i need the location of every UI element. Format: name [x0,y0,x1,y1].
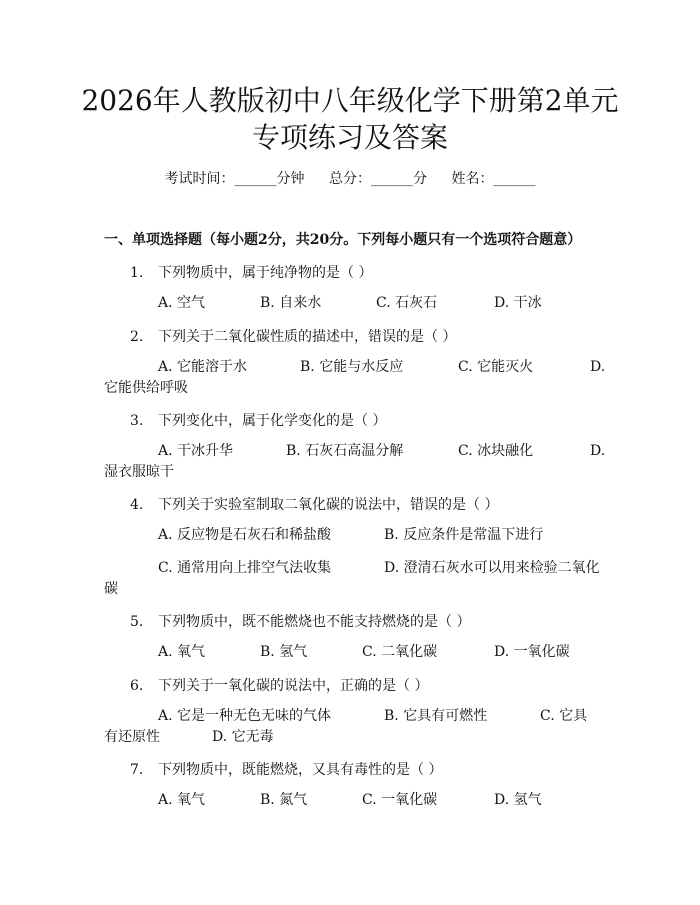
option-d: D. 干冰 [494,295,542,311]
question-number: 7. [130,762,144,778]
option-a: A. 它是一种无色无味的气体 [158,708,332,724]
question-3 [130,410,386,430]
option-a: A. 反应物是石灰石和稀盐酸 [158,527,332,543]
option-c: C. 它能灭火 [458,359,534,375]
option-b: B. 自来水 [260,295,322,311]
option-a: A. 氧气 [158,792,206,808]
question-stem: 下列关于二氧化碳性质的描述中，错误的是（ ） [158,329,457,345]
page-title-line2: 专项练习及答案 [251,121,448,154]
question-stem: 下列物质中，既能燃烧，又具有毒性的是（ ） [158,762,443,778]
option-d-continued: 湿衣服晾干 [104,464,174,480]
option-b: B. 它具有可燃性 [384,708,488,724]
page-title-line1: 2026年人教版初中八年级化学下册第2单元 [81,84,619,117]
option-b: B. 氮气 [260,792,308,808]
option-d: D. 一氧化碳 [494,644,570,660]
option-d: D. [590,443,606,459]
option-c: C. 二氧化碳 [362,644,438,660]
option-c: C. 它具 [540,708,588,724]
question-4 [130,494,498,514]
option-d: D. 氢气 [494,792,542,808]
exam-time: 考试时间：______分钟 [164,171,305,187]
option-d-continued: 它能供给呼吸 [104,380,188,396]
section-heading: 一、单项选择题（每小题2分，共20分。下列每小题只有一个选项符合题意） [104,232,582,248]
question-stem: 下列物质中，属于纯净物的是（ ） [158,265,373,281]
question-7 [130,759,442,779]
option-b: B. 石灰石高温分解 [286,443,404,459]
exam-score: 总分：______分 [329,171,427,187]
question-number: 2. [130,329,144,345]
question-stem: 下列关于实验室制取二氧化碳的说法中，错误的是（ ） [158,497,499,513]
question-6 [130,675,428,695]
option-b: B. 氢气 [260,644,308,660]
question-number: 1. [130,265,144,281]
question-number: 3. [130,413,144,429]
option-d: D. 它无毒 [212,729,274,745]
question-number: 5. [130,614,144,630]
question-stem: 下列物质中，既不能燃烧也不能支持燃烧的是（ ） [158,614,471,630]
option-d: D. [590,359,606,375]
option-a: A. 空气 [158,295,206,311]
option-b: B. 反应条件是常温下进行 [384,527,544,543]
question-number: 6. [130,678,144,694]
question-5 [130,611,470,631]
option-d-continued: 碳 [104,581,118,597]
option-a: A. 它能溶于水 [158,359,248,375]
exam-meta [0,168,700,188]
question-stem: 下列变化中，属于化学变化的是（ ） [158,413,387,429]
option-c: C. 一氧化碳 [362,792,438,808]
option-c: C. 通常用向上排空气法收集 [158,560,332,576]
question-number: 4. [130,497,144,513]
option-c-continued: 有还原性 [104,729,160,745]
option-c: C. 冰块融化 [458,443,534,459]
option-b: B. 它能与水反应 [300,359,404,375]
option-d: D. 澄清石灰水可以用来检验二氧化 [384,560,600,576]
question-stem: 下列关于一氧化碳的说法中，正确的是（ ） [158,678,429,694]
option-a: A. 干冰升华 [158,443,234,459]
exam-name: 姓名：______ [451,171,536,187]
option-a: A. 氧气 [158,644,206,660]
question-2 [130,326,456,346]
question-1 [130,262,372,282]
option-c: C. 石灰石 [376,295,438,311]
